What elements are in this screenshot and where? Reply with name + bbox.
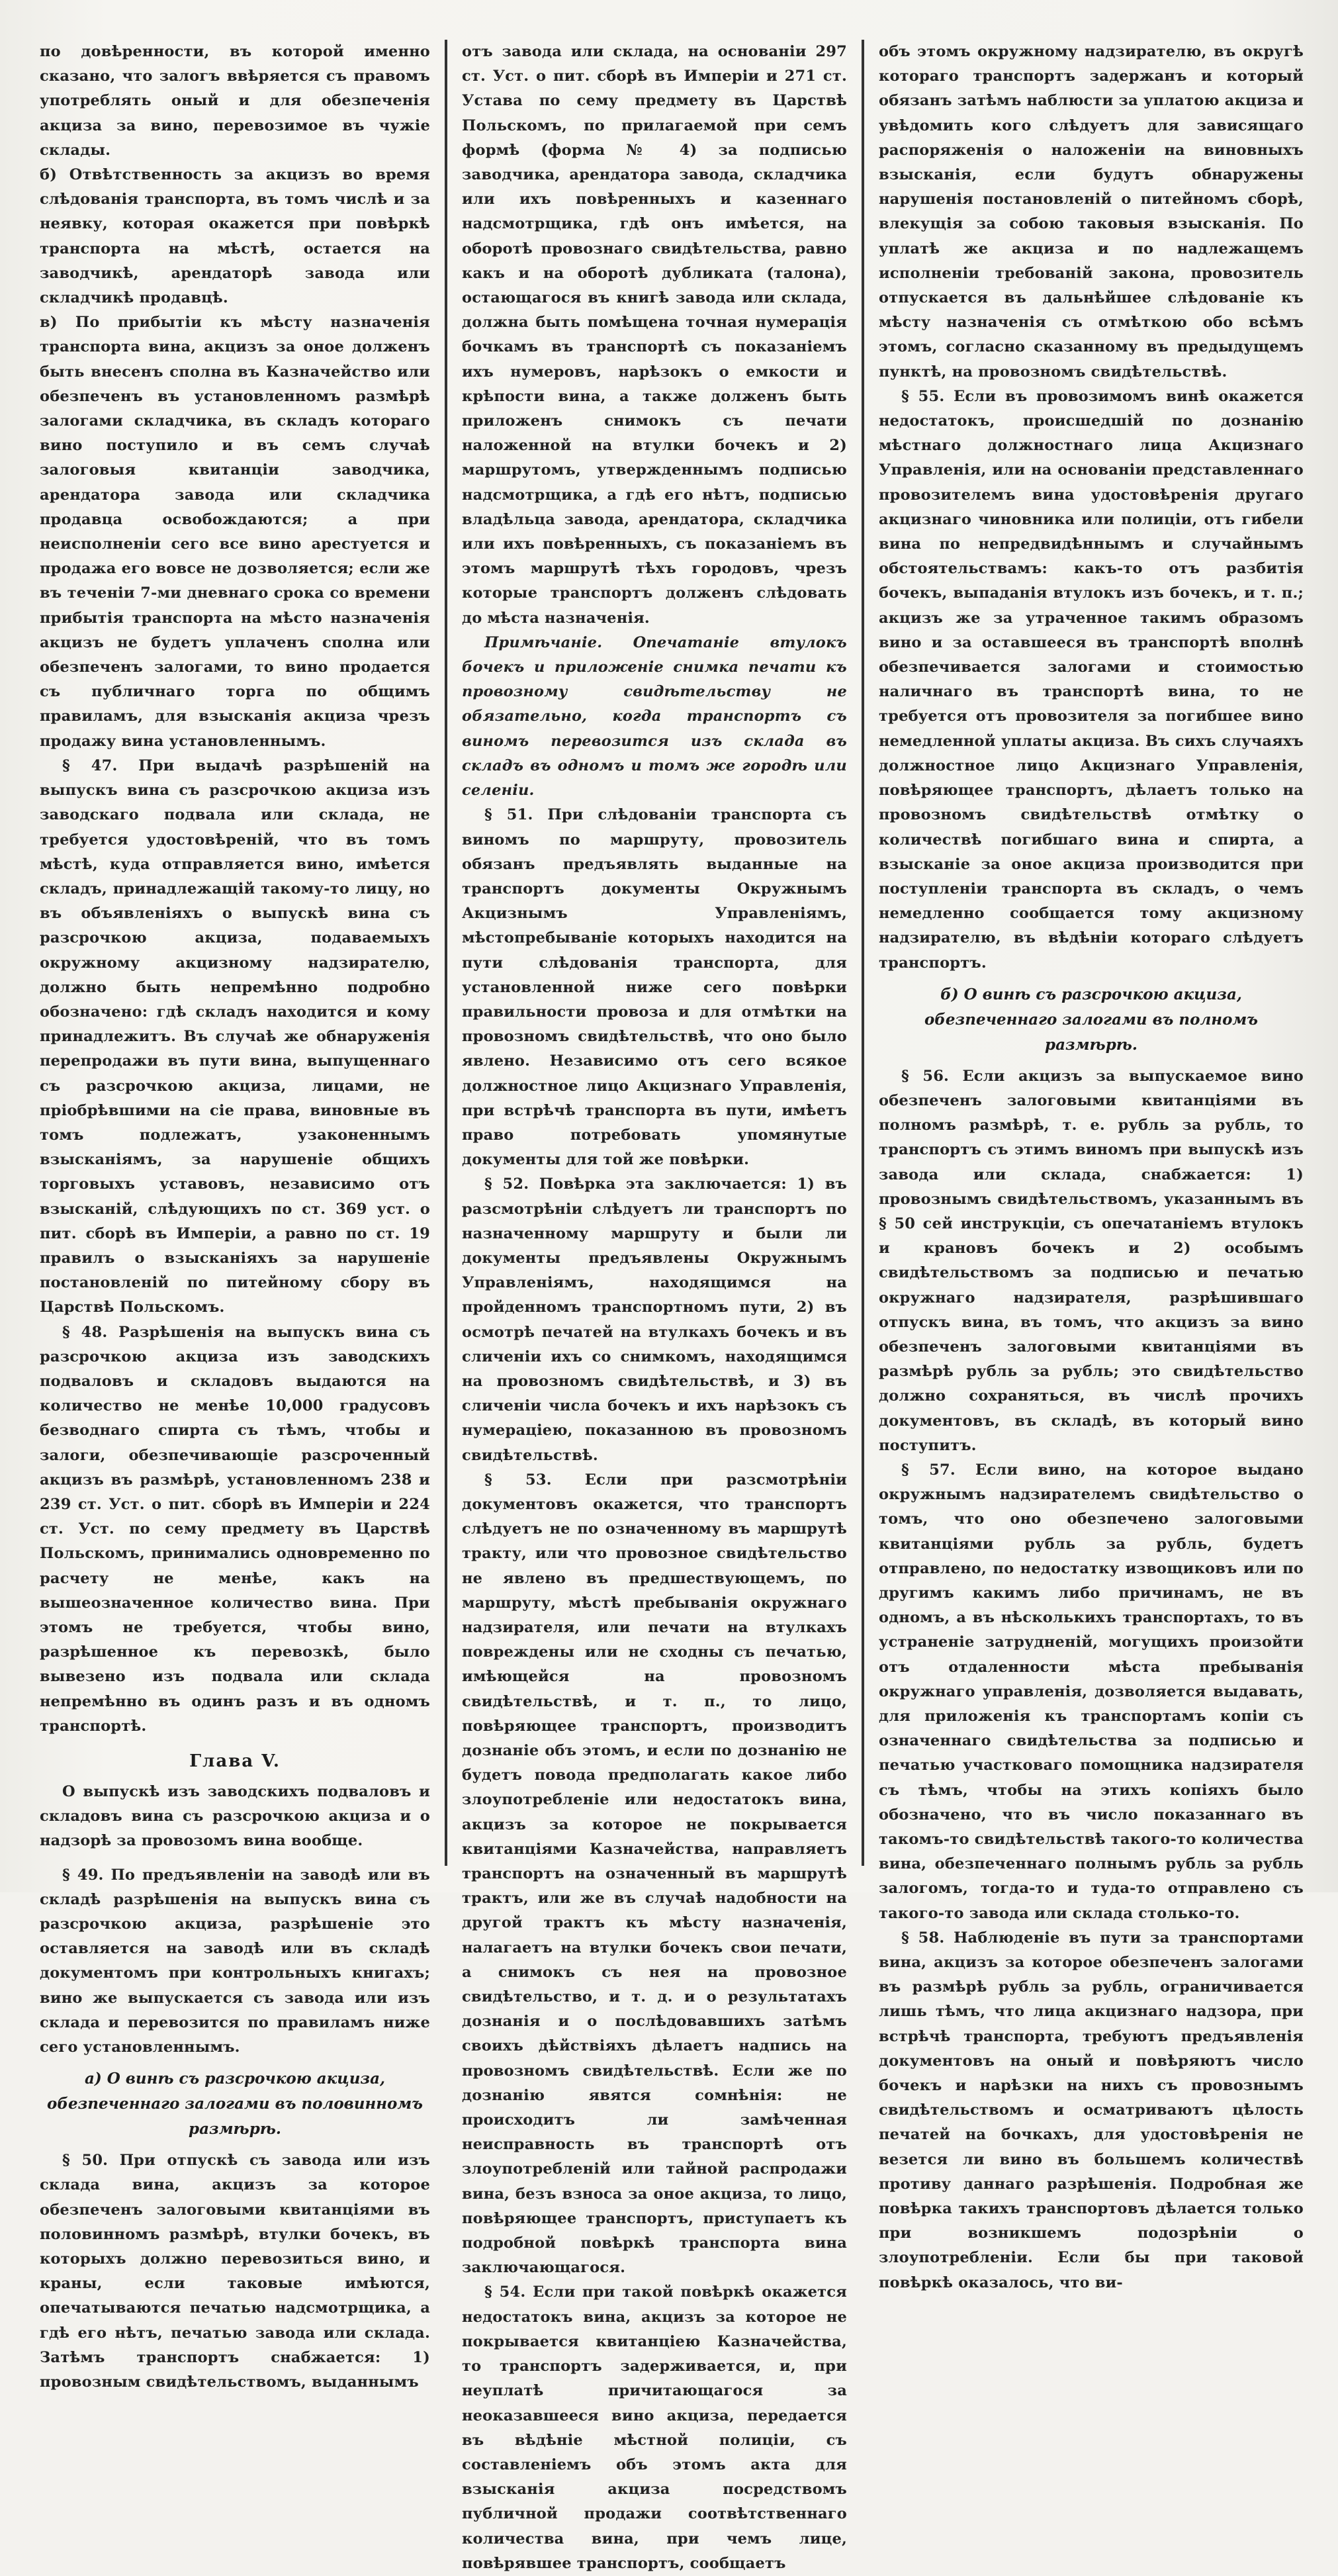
paragraph: § 50. При отпускѣ съ завода или изъ склада вина, акцизъ за которое обезпеченъ залоговыми квитанціями въ половинномъ размѣрѣ, втулки бочекъ, въ которыхъ должно перевозиться вино, и краны, если таковые имѣются, опечатываются печатью надсмотрщика, а гдѣ его нѣтъ, печатью завода или склада. Затѣмъ транспортъ снабжается: 1) провозным свидѣтельствомъ, выданнымъ — [40, 2152, 430, 2391]
note-paragraph: Примѣчаніе. Опечатаніе втулокъ бочекъ и приложеніе снимка печати къ провозному свидѣтельству не обязательно, когда транспортъ съ виномъ перевозится изъ склада въ складъ въ одномъ и томъ же городѣ или селеніи. — [462, 633, 847, 800]
paragraph: § 48. Разрѣшенія на выпускъ вина съ разсрочкою акциза изъ заводскихъ подваловъ и складовъ выдаются на количество не менѣе 10,000 градусовъ безводнаго спирта съ тѣмъ, чтобы и залоги, обезпечивающіе разсроченный акцизъ въ размѣрѣ, установленномъ 238 и 239 ст. Уст. о пит. сборѣ въ Имперіи и 224 ст. Уст. по сему предмету въ Царствѣ Польскомъ, принимались одновременно по расчету не менѣе, какъ на вышеозначенное количество вина. При этомъ не требуется, чтобы вино, разрѣшенное къ перевозкѣ, было вывезено изъ подвала или склада непремѣнно въ одинъ разъ и въ одномъ транспортѣ. — [40, 1323, 430, 1735]
paragraph: § 49. По предъявленіи на заводѣ или въ складѣ разрѣшенія на выпускъ вина съ разсрочкою акциза, разрѣшеніе это оставляется на заводѣ или въ складѣ документомъ при контрольныхъ книгахъ; вино же выпускается съ завода или изъ склада и перевозится по правиламъ ниже сего установленнымъ. — [40, 1866, 430, 2056]
chapter-subtitle: О выпускѣ изъ заводскихъ подваловъ и складовъ вина съ разсрочкою акциза и о надзорѣ за провозомъ вина вообще. — [40, 1783, 430, 1850]
column-left — [40, 40, 445, 2391]
paragraph: § 53. Если при разсмотрѣніи документовъ окажется, что транспортъ слѣдуетъ не по означенному въ маршрутѣ тракту, или что провозное свидѣтельство не явлено въ предшествующемъ, по маршруту, мѣстѣ пребыванія окружнаго надзирателя, или печати на втулкахъ повреждены или не сходны съ печатью, имѣющейся на провозномъ свидѣтельствѣ, и т. п., то лицо, повѣряющее транспортъ, производитъ дознаніе объ этомъ, и если по дознанію не будетъ повода предполагать какое либо злоупотребленіе или недостатокъ вина, акцизъ за которое не покрывается квитанціями Казначейства, направляетъ транспортъ на означенный въ маршрутѣ трактъ, или же въ случаѣ надобности на другой трактъ къ мѣсту назначенія, налагаетъ на втулки бочекъ свои печати, а снимокъ съ нея на провозное свидѣтельство, и т. д. и о результатахъ дознанія и о послѣдовавшихъ затѣмъ своихъ дѣйствіяхъ дѣлаетъ надпись на провозномъ свидѣтельствѣ. Если же по дознанію явятся сомнѣнія: не происходитъ ли замѣченная неисправность въ транспортѣ отъ злоупотребленій или тайной распродажи вина, безъ взноса за оное акциза, то лицо, повѣряющее транспортъ, приступаетъ къ подробной повѣркѣ транспорта вина заключающагося. — [462, 1471, 847, 2277]
text-columns — [40, 40, 1309, 2572]
paragraph: § 57. Если вино, на которое выдано окружнымъ надзирателемъ свидѣтельство о томъ, что оно обезпечено залоговыми квитанціями рубль за рубль, будетъ отправлено, по недостатку извощиковъ или по другимъ какимъ либо причинамъ, не въ одномъ, а въ нѣсколькихъ транспортахъ, то въ устраненіе затрудненій, могущихъ произойти отъ отдаленности мѣста пребыванія окружнаго управленія, дозволяется выдавать, для приложенія къ транспортамъ копіи съ означеннаго свидѣтельства за подписью и печатью участковаго помощника надзирателя съ тѣмъ, чтобы на этихъ копіяхъ было обозначено, что въ число показаннаго въ такомъ-то свидѣтельствѣ такого-то количества вина, обезпеченнаго полнымъ рубль за рубль залогомъ, тогда-то и туда-то отправлено съ такого-то завода или склада столько-то. — [879, 1461, 1304, 1922]
paragraph: § 55. Если въ провозимомъ винѣ окажется недостатокъ, происшедшій по дознанію мѣстнаго должностнаго лица Акцизнаго Управленія, или на основаніи представленнаго провозителемъ вина удостовѣренія другаго акцизнаго чиновника или полиціи, отъ гибели вина по непредвидѣннымъ и случайнымъ обстоятельствамъ: какъ-то отъ разбитія бочекъ, выпаданія втулокъ изъ бочекъ, и т. п.; акцизъ же за утраченное такимъ образомъ вино и за оставшееся въ транспортѣ вполнѣ обезпечивается залогами и стоимостью наличнаго въ транспортѣ вина, то не требуется отъ провозителя за погибшее вино немедленной уплаты акциза. Въ сихъ случаяхъ должностное лицо Акцизнаго Управленія, повѣряющее транспортъ, дѣлаетъ только на провозномъ свидѣтельствѣ отмѣтку о количествѣ погибшаго вина и спирта, а взысканіе за оное акциза производится при поступленіи транспорта въ складъ, о чемъ немедленно сообщается тому акцизному надзирателю, въ вѣдѣніи котораго слѣдуетъ транспортъ. — [879, 387, 1304, 972]
paragraph: § 54. Если при такой повѣркѣ окажется недостатокъ вина, акцизъ за которое не покрывается квитанціею Казначейства, то транспортъ задерживается, и, при неуплатѣ причитающагося за неоказавшееся вино акциза, передается въ вѣдѣніе мѣстной полиціи, съ составленіемъ объ этомъ акта для взысканія акциза посредствомъ публичной продажи соотвѣтственнаго количества вина, при чемъ лице, повѣрявшее транспортъ, сообщаетъ — [462, 2283, 847, 2572]
chapter-title: Глава V. — [189, 1751, 281, 1772]
paragraph: § 47. При выдачѣ разрѣшеній на выпускъ вина съ разсрочкою акциза изъ заводскаго подвала или склада, не требуется удостовѣреній, что въ томъ мѣстѣ, куда отправляется вино, имѣется складъ, принадлежащій такому-то лицу, но въ объявленіяхъ о выпускѣ вина съ разсрочкою акциза, подаваемыхъ окружному акцизному надзирателю, должно быть непремѣнно подробно обозначено: гдѣ складъ находится и кому принадлежитъ. Въ случаѣ же обнаруженія перепродажи въ пути вина, выпущеннаго съ разсрочкою акциза, лицами, не пріобрѣвшими на сіе права, виновные въ томъ подлежатъ, узаконеннымъ взысканіямъ, за нарушеніе общихъ торговыхъ уставовъ, независимо отъ взысканій, слѣдующихъ по ст. 369 уст. о пит. сборѣ въ Имперіи, а равно по ст. 19 правилъ о взысканіяхъ за нарушеніе постановленій по питейному сбору въ Царствѣ Польскомъ. — [40, 757, 430, 1316]
paragraph: в) По прибытіи къ мѣсту назначенія транспорта вина, акцизъ за оное долженъ быть внесенъ сполна въ Казначейство или обезпеченъ въ установленномъ размѣрѣ залогами складчика, въ складъ котораго вино поступило и въ семъ случаѣ залоговыя квитанціи заводчика, арендатора завода или складчика продавца освобождаются; а при неисполненіи сего все вино арестуется и продажа его вовсе не дозволяется; если же въ теченіи 7-ми дневнаго срока со времени прибытія транспорта на мѣсто назначенія акцизъ не будетъ уплаченъ сполна или обезпеченъ залогами, то вино продается съ публичнаго торга по общимъ правиламъ, для взысканія акциза чрезъ продажу вина установленнымъ. — [40, 314, 430, 750]
section-heading: а) О винѣ съ разсрочкою акциза, обезпеченнаго залогами въ половинномъ размѣрѣ. — [47, 2070, 423, 2139]
section-heading: б) О винѣ съ разсрочкою акциза, обезпеченнаго залогами въ полномъ размѣрѣ. — [924, 985, 1259, 1054]
paragraph: б) Отвѣтственность за акцизъ во время слѣдованія транспорта, въ томъ числѣ и за неявку, которая окажется при повѣркѣ транспорта на мѣстѣ, остается на заводчикѣ, арендаторѣ завода или складчикѣ продавцѣ. — [40, 166, 430, 307]
paragraph: § 52. Повѣрка эта заключается: 1) въ разсмотрѣніи слѣдуетъ ли транспортъ по назначенному маршруту и были ли документы предъявлены Окружнымъ Управленіямъ, находящимся на пройденномъ транспортномъ пути, 2) въ осмотрѣ печатей на втулкахъ бочекъ и въ сличеніи ихъ со снимкомъ, находящимся на провозномъ свидѣтельствѣ, и 3) въ сличеніи числа бочекъ и ихъ нарѣзокъ съ нумераціею, показанною въ провозномъ свидѣтельствѣ. — [462, 1175, 847, 1464]
column-right — [864, 40, 1304, 2291]
paragraph: § 58. Наблюденіе въ пути за транспортами вина, акцизъ за которое обезпеченъ залогами въ размѣрѣ рубль за рубль, ограничивается лишь тѣмъ, что лица акцизнаго надзора, при встрѣчѣ транспорта, требуютъ предъявленія документовъ на оный и повѣряютъ число бочекъ и нарѣзки на нихъ съ провознымъ свидѣтельствомъ и осматриваютъ цѣлость печатей на бочкахъ, для удостовѣренія не везется ли вино въ большемъ количествѣ противу даннаго разрѣшенія. Подробная же повѣрка такихъ транспортовъ дѣлается только при возникшемъ подозрѣніи о злоупотребленіи. Если бы при таковой повѣркѣ оказалось, что ви- — [879, 1929, 1304, 2291]
paragraph: § 51. При слѣдованіи транспорта съ виномъ по маршруту, провозитель обязанъ предъявлять выданные на транспортъ документы Окружнымъ Акцизнымъ Управленіямъ, мѣстопребываніе которыхъ находится на пути слѣдованія транспорта, для установленной ниже сего повѣрки правильности провоза и для отмѣтки на провозномъ свидѣтельствѣ, что оно было явлено. Независимо отъ сего всякое должностное лицо Акцизнаго Управленія, при встрѣчѣ транспорта въ пути, имѣетъ право потребовать упомянутые документы для той же повѣрки. — [462, 806, 847, 1169]
paragraph: по довѣренности, въ которой именно сказано, что залогъ ввѣряется съ правомъ употреблять оный и для обезпеченія акциза за вино, перевозимое въ чужіе склады. — [40, 43, 430, 159]
paragraph: § 56. Если акцизъ за выпускаемое вино обезпеченъ залоговыми квитанціями въ полномъ размѣрѣ, т. е. рубль за рубль, то транспортъ съ этимъ виномъ при выпускѣ изъ завода или склада, снабжается: 1) провознымъ свидѣтельствомъ, указаннымъ въ § 50 сей инструкціи, съ опечатаніемъ втулокъ и крановъ бочекъ и 2) особымъ свидѣтельствомъ за подписью и печатью окружнаго надзирателя, разрѣшившаго отпускъ вина, въ томъ, что акцизъ за вино обезпеченъ залоговыми квитанціями въ размѣрѣ рубль за рубль; это свидѣтельство должно сохраняться, въ числѣ прочихъ документовъ, въ складѣ, въ который вино поступитъ. — [879, 1067, 1304, 1454]
column-middle — [445, 40, 864, 2572]
paragraph: отъ завода или склада, на основаніи 297 ст. Уст. о пит. сборѣ въ Имперіи и 271 ст. Устава по сему предмету въ Царствѣ Польскомъ, по прилагаемой при семъ формѣ (форма № 4) за подписью заводчика, арендатора завода, складчика или ихъ повѣренныхъ и казеннаго надсмотрщика, гдѣ онъ имѣется, на оборотѣ провознаго свидѣтельства, равно какъ и на оборотѣ дубликата (талона), остающагося въ книгѣ завода или склада, должна быть помѣщена точная нумерація бочкамъ въ транспортѣ съ показаніемъ ихъ нумеровъ, нарѣзокъ о емкости и крѣпости вина, а также долженъ быть приложенъ снимокъ съ печати наложенной на втулки бочекъ и 2) маршрутомъ, утвержденнымъ подписью надсмотрщика, а гдѣ его нѣтъ, подписью владѣльца завода, арендатора, складчика или ихъ повѣренныхъ, съ показаніемъ въ этомъ маршрутѣ тѣхъ городовъ, чрезъ которые транспортъ долженъ слѣдовать до мѣста назначенія. — [462, 43, 847, 627]
paragraph: объ этомъ окружному надзирателю, въ округѣ котораго транспортъ задержанъ и который обязанъ затѣмъ наблюсти за уплатою акциза и увѣдомить кого слѣдуетъ для зависящаго распоряженія о наложеніи на виновныхъ взысканія, если будутъ обнаружены нарушенія постановленій о питейномъ сборѣ, влекущія за собою таковыя взысканія. По уплатѣ же акциза и по надлежащемъ исполненіи требованій закона, провозитель отпускается въ дальнѣйшее слѣдованіе къ мѣсту назначенія съ отмѣткою обо всѣмъ этомъ, согласно сказанному въ предыдущемъ пунктѣ, на провозномъ свидѣтельствѣ. — [879, 43, 1304, 381]
